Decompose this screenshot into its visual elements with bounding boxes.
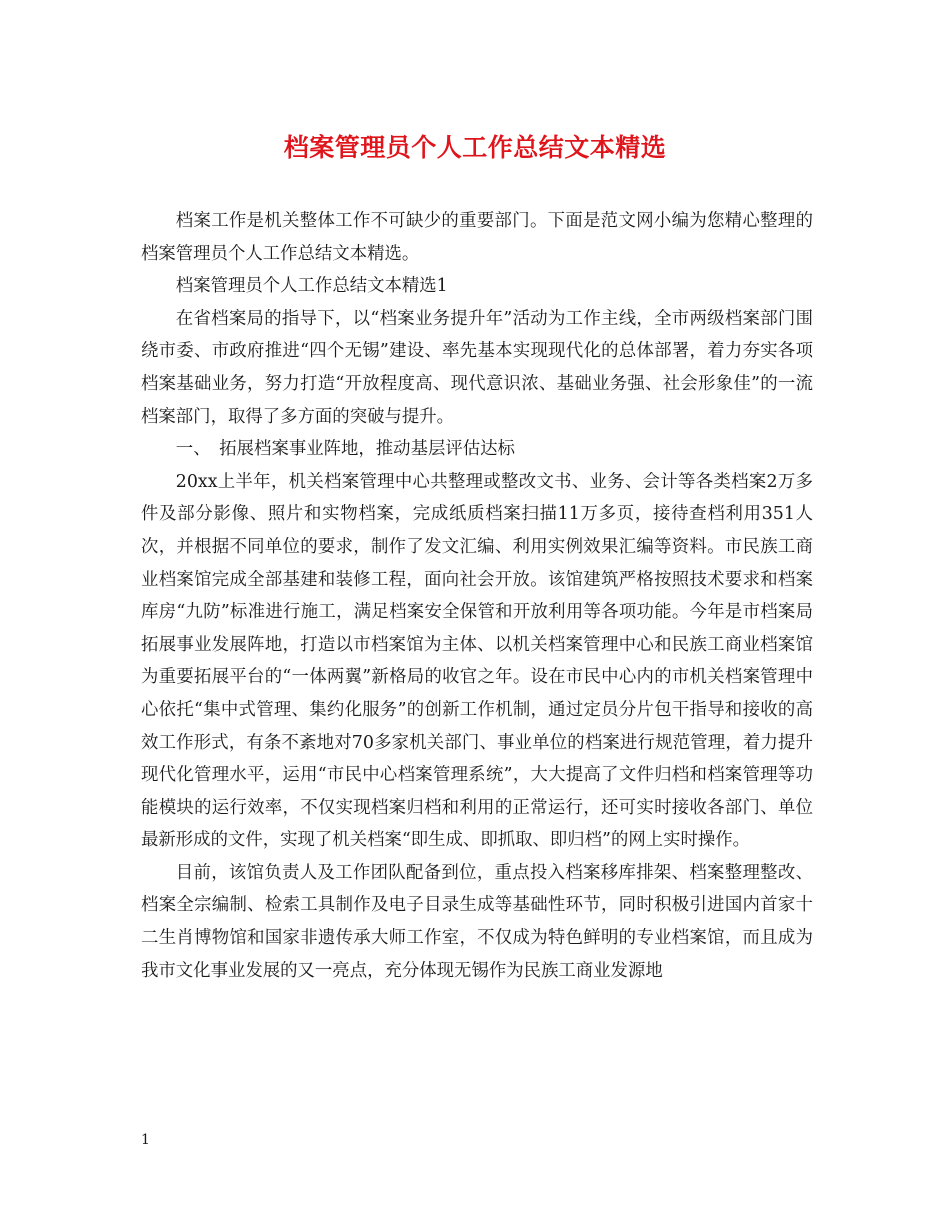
body-paragraph: 20xx上半年，机关档案管理中心共整理或整改文书、业务、会计等各类档案2万多件及部分影像、照片和实物档案，完成纸质档案扫描11万多页，接待查档利用351人次，并根据不同单位的要求，制作了发文汇编、利用实例效果汇编等资料。市民族工商业档案馆完成全部基建和装修工程，面向社会开放。该馆建筑严格按照技术要求和档案库房“九防”标准进行施工，满足档案安全保管和开放利用等各项功能。今年是市档案局拓展事业发展阵地，打造以市档案馆为主体、以机关档案管理中心和民族工商业档案馆为重要拓展平台的“一体两翼”新格局的收官之年。设在市民中心内的市机关档案管理中心依托“集中式管理、集约化服务”的创新工作机制，通过定员分片包干指导和接收的高效工作形式，有条不紊地对70多家机关部门、事业单位的档案进行规范管理，着力提升现代化管理水平，运用“市民中心档案管理系统”，大大提高了文件归档和档案管理等功能模块的运行效率，不仅实现档案归档和利用的正常运行，还可实时接收各部门、单位最新形成的文件，实现了机关档案“即生成、即抓取、即归档”的网上实时操作。 (141, 471, 813, 851)
document-body (141, 205, 813, 987)
subsection-heading: 一、 拓展档案事业阵地，推动基层评估达标 (175, 439, 515, 460)
body-paragraph: 目前，该馆负责人及工作团队配备到位，重点投入档案移库排架、档案整理整改、档案全宗编制、检索工具制作及电子目录生成等基础性环节，同时积极引进国内首家十二生肖博物馆和国家非遗传承大师工作室，不仅成为特色鲜明的专业档案馆，而且成为我市文化事业发展的又一亮点，充分体现无锡作为民族工商业发源地 (141, 862, 813, 981)
document-title: 档案管理员个人工作总结文本精选 (283, 133, 667, 162)
body-paragraph: 在省档案局的指导下，以“档案业务提升年”活动为工作主线，全市两级档案部门围绕市委、市政府推进“四个无锡”建设、率先基本实现现代化的总体部署，着力夯实各项档案基础业务，努力打造“开放程度高、现代意识浓、基础业务强、社会形象佳”的一流档案部门，取得了多方面的突破与提升。 (141, 308, 813, 427)
section-heading: 档案管理员个人工作总结文本精选1 (175, 276, 448, 297)
page-number: 1 (141, 1132, 150, 1148)
intro-paragraph: 档案工作是机关整体工作不可缺少的重要部门。下面是范文网小编为您精心整理的档案管理员个人工作总结文本精选。 (141, 211, 813, 264)
